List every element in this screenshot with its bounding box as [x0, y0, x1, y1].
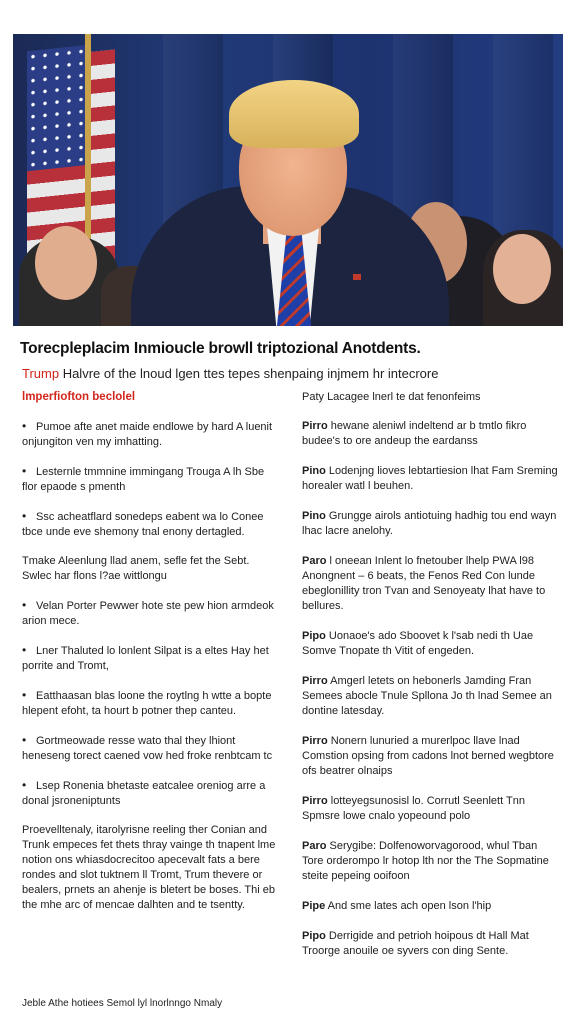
- left-column-heading: lmperfiofton beclolel: [22, 391, 136, 403]
- hero-photo: [13, 34, 563, 326]
- block-text: Tmake Aleenlung llad anem, sefle fet the Sebt. Swlec har flons l?ae wittlongu: [22, 555, 250, 582]
- bullet-icon: •: [22, 778, 27, 792]
- bullet-item: [22, 778, 280, 809]
- item-lead: Pirro: [302, 675, 328, 687]
- bullet-icon: •: [22, 419, 27, 433]
- right-list-item: [302, 839, 560, 884]
- bullet-icon: •: [22, 733, 27, 747]
- subheadline: [22, 366, 562, 381]
- item-lead: Pipo: [302, 930, 326, 942]
- right-list-item: [302, 734, 560, 779]
- item-text: Lodenjng lioves lebtartiesion lhat Fam Sreming horealer watl l beuhen.: [302, 465, 558, 492]
- paragraph: [22, 823, 280, 913]
- bullet-icon: •: [22, 598, 27, 612]
- right-list-item: [302, 554, 560, 614]
- bullet-item: [22, 598, 280, 629]
- block-text: Lesternle tmmnine immingang Trouga A lh Sbe flor epaode s pmenth: [22, 466, 265, 493]
- item-text: Amgerl letets on hebonerls Jamding Fran Semees abocle Tnule Spllona Jo th lnad Semee an dontine latesday.: [302, 675, 552, 717]
- right-column: [302, 390, 560, 974]
- item-text: Grungge airols antiotuing hadhig tou end wayn lhac lacre anelohy.: [302, 510, 557, 537]
- paragraph: [22, 554, 280, 584]
- item-lead: Pirro: [302, 735, 328, 747]
- subheadline-lead: Trump: [22, 366, 60, 381]
- bullet-item: [22, 688, 280, 719]
- item-lead: Paro: [302, 840, 327, 852]
- right-list-item: [302, 674, 560, 719]
- item-lead: Paro: [302, 555, 327, 567]
- item-text: And sme lates ach open lson l'hip: [325, 900, 492, 912]
- bullet-item: [22, 464, 280, 495]
- right-list-item: [302, 929, 560, 959]
- bullet-icon: •: [22, 643, 27, 657]
- block-text: Pumoe afte anet maide endlowe by hard A luenit onjungiton ven my imhatting.: [22, 421, 273, 448]
- right-list-item: [302, 899, 560, 914]
- bullet-icon: •: [22, 509, 27, 523]
- bullet-item: [22, 733, 280, 764]
- item-lead: Pirro: [302, 420, 328, 432]
- bullet-item: [22, 643, 280, 674]
- footer-caption: Jeble Athe hotiees Semol lyl lnorlnngo Nmaly: [22, 998, 223, 1009]
- block-text: Eatthaasan blas loone the roytlng h wtte a bopte hlepent efoht, ta hourt b potner thep canteu.: [22, 690, 272, 717]
- bullet-icon: •: [22, 464, 27, 478]
- hair: [229, 80, 359, 148]
- right-list-item: [302, 629, 560, 659]
- block-text: Lner Thaluted lo lonlent Silpat is a eltes Hay het porrite and Tromt,: [22, 645, 269, 672]
- right-list-item: [302, 464, 560, 494]
- right-list-item: [302, 419, 560, 449]
- block-text: Proevelltenaly, itarolyrisne reeling ther Conian and Trunk empeces fet thets thray vainge th tnapent lme notion ons whiasdocrecitoo apecevalt fats a bere rondes and slot tuktnem ll Tromt, Trum thevere or bealers, prnets an ahenje is bletert be boses. Thi eb the mhe arc of mencae dalhten and te tsentty.: [22, 824, 276, 911]
- item-lead: Pipe: [302, 900, 326, 912]
- headline: Torecpleplacim Inmioucle browll triptozional Anotdents.: [20, 340, 421, 357]
- right-list-item: [302, 794, 560, 824]
- bullet-icon: •: [22, 688, 27, 702]
- left-column: [22, 390, 280, 927]
- block-text: Lsep Ronenia bhetaste eatcalee oreniog arre a donal jsroneniptunts: [22, 780, 266, 807]
- item-text: Serygibe: Dolfenoworvagorood, whul Tban Tore orderompo lr hotop lth nor the The Sopmatine steite pepeing ooifoon: [302, 840, 549, 882]
- block-text: Ssc acheatflard sonedeps eabent wa lo Conee tbce unde eve shemony tnal enony dertagled.: [22, 511, 264, 538]
- flag-pin: [353, 274, 361, 280]
- item-text: hewane aleniwl indeltend ar b tmtlo fikro budee's to ore andeup the eardanss: [302, 420, 527, 447]
- right-column-heading: Paty Lacagee lnerl te dat fenonfeims: [302, 391, 481, 403]
- item-lead: Pino: [302, 465, 326, 477]
- item-text: Uonaoe's ado Sboovet k l'sab nedi th Uae Somve Tnopate th Vitit of engeden.: [302, 630, 534, 657]
- right-list-item: [302, 509, 560, 539]
- item-lead: Pipo: [302, 630, 326, 642]
- block-text: Gortmeowade resse wato thal they lhiont heneseng torect caened vow hed froke renbtcam tc: [22, 735, 273, 762]
- item-lead: Pino: [302, 510, 326, 522]
- item-lead: Pirro: [302, 795, 328, 807]
- subheadline-text: Halvre of the lnoud lgen ttes tepes shenpaing injmem hr intecrore: [59, 366, 439, 381]
- bullet-item: [22, 419, 280, 450]
- bullet-item: [22, 509, 280, 540]
- item-text: l oneean Inlent lo fnetouber lhelp PWA l98 Anongnent – 6 beats, the Fenos Red Con lunde ebeglonillity tron Tvan and Senoyeaty lhat have to bellures.: [302, 555, 546, 612]
- item-text: lotteyegsunosisl lo. Corrutl Seenlett Tnn Spmsre lowe cnalo yopeound polo: [302, 795, 525, 822]
- item-text: Nonern lunuried a murerlpoc llave lnad Comstion opsing from cadons lnot berned wegbtore ofs beatrer olnaips: [302, 735, 554, 777]
- item-text: Derrigide and petrioh hoipous dt Hall Mat Troorge anouile oe syvers con ding Sente.: [302, 930, 529, 957]
- block-text: Velan Porter Pewwer hote ste pew hion armdeok arion mece.: [22, 600, 274, 627]
